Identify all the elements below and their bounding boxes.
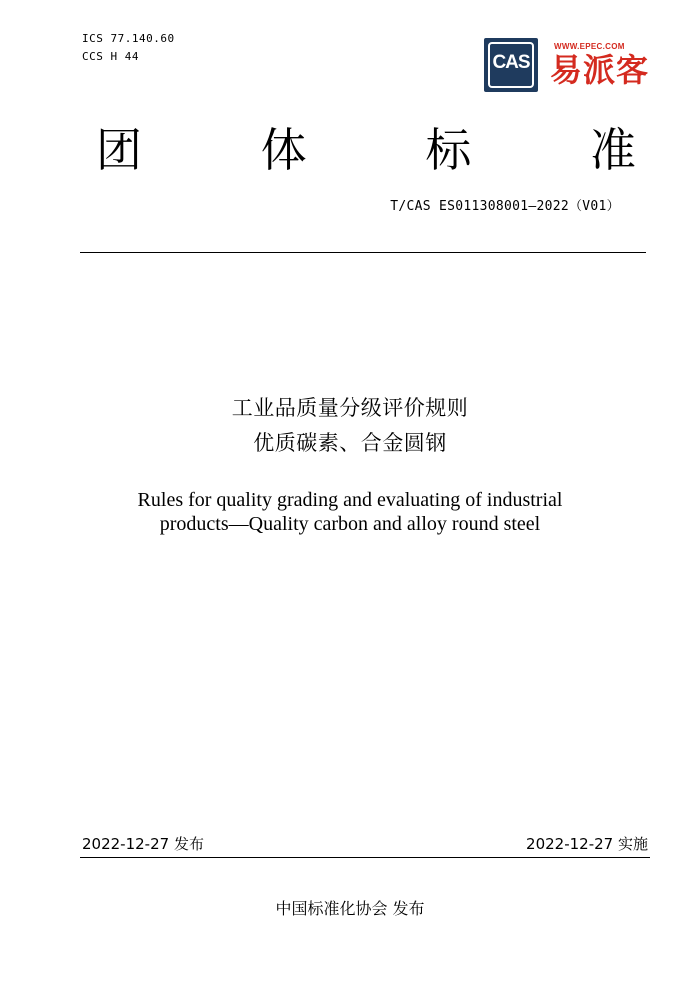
document-type-title — [96, 122, 636, 178]
title-en-line1: Rules for quality grading and evaluating of industrial — [137, 489, 563, 511]
publish-date: 2022-12-27 发布 — [82, 835, 204, 853]
doc-type-char: 准 — [589, 123, 636, 177]
ics-code: ICS 77.140.60 — [82, 32, 175, 45]
footer-divider — [80, 857, 650, 858]
standard-number: T/CAS ES011308001—2022（V01） — [390, 199, 620, 214]
epec-logo-text: 易派客 — [550, 51, 650, 89]
title-cn-line1: 工业品质量分级评价规则 — [231, 396, 469, 420]
title-en-line2: products—Quality carbon and alloy round steel — [159, 513, 541, 535]
logo-group — [484, 38, 650, 94]
header-divider — [80, 252, 646, 253]
title-cn-line2: 优质碳素、合金圆钢 — [253, 431, 447, 455]
doc-type-char: 标 — [425, 123, 472, 177]
implement-date: 2022-12-27 实施 — [526, 835, 648, 853]
publisher: 中国标准化协会 发布 — [275, 899, 425, 918]
cas-logo — [484, 38, 538, 92]
doc-type-char: 团 — [96, 123, 142, 177]
doc-type-char: 体 — [260, 123, 307, 177]
ccs-code: CCS H 44 — [82, 50, 139, 63]
epec-url: WWW.EPEC.COM — [554, 42, 625, 51]
cas-logo-text: CAS — [492, 52, 530, 73]
